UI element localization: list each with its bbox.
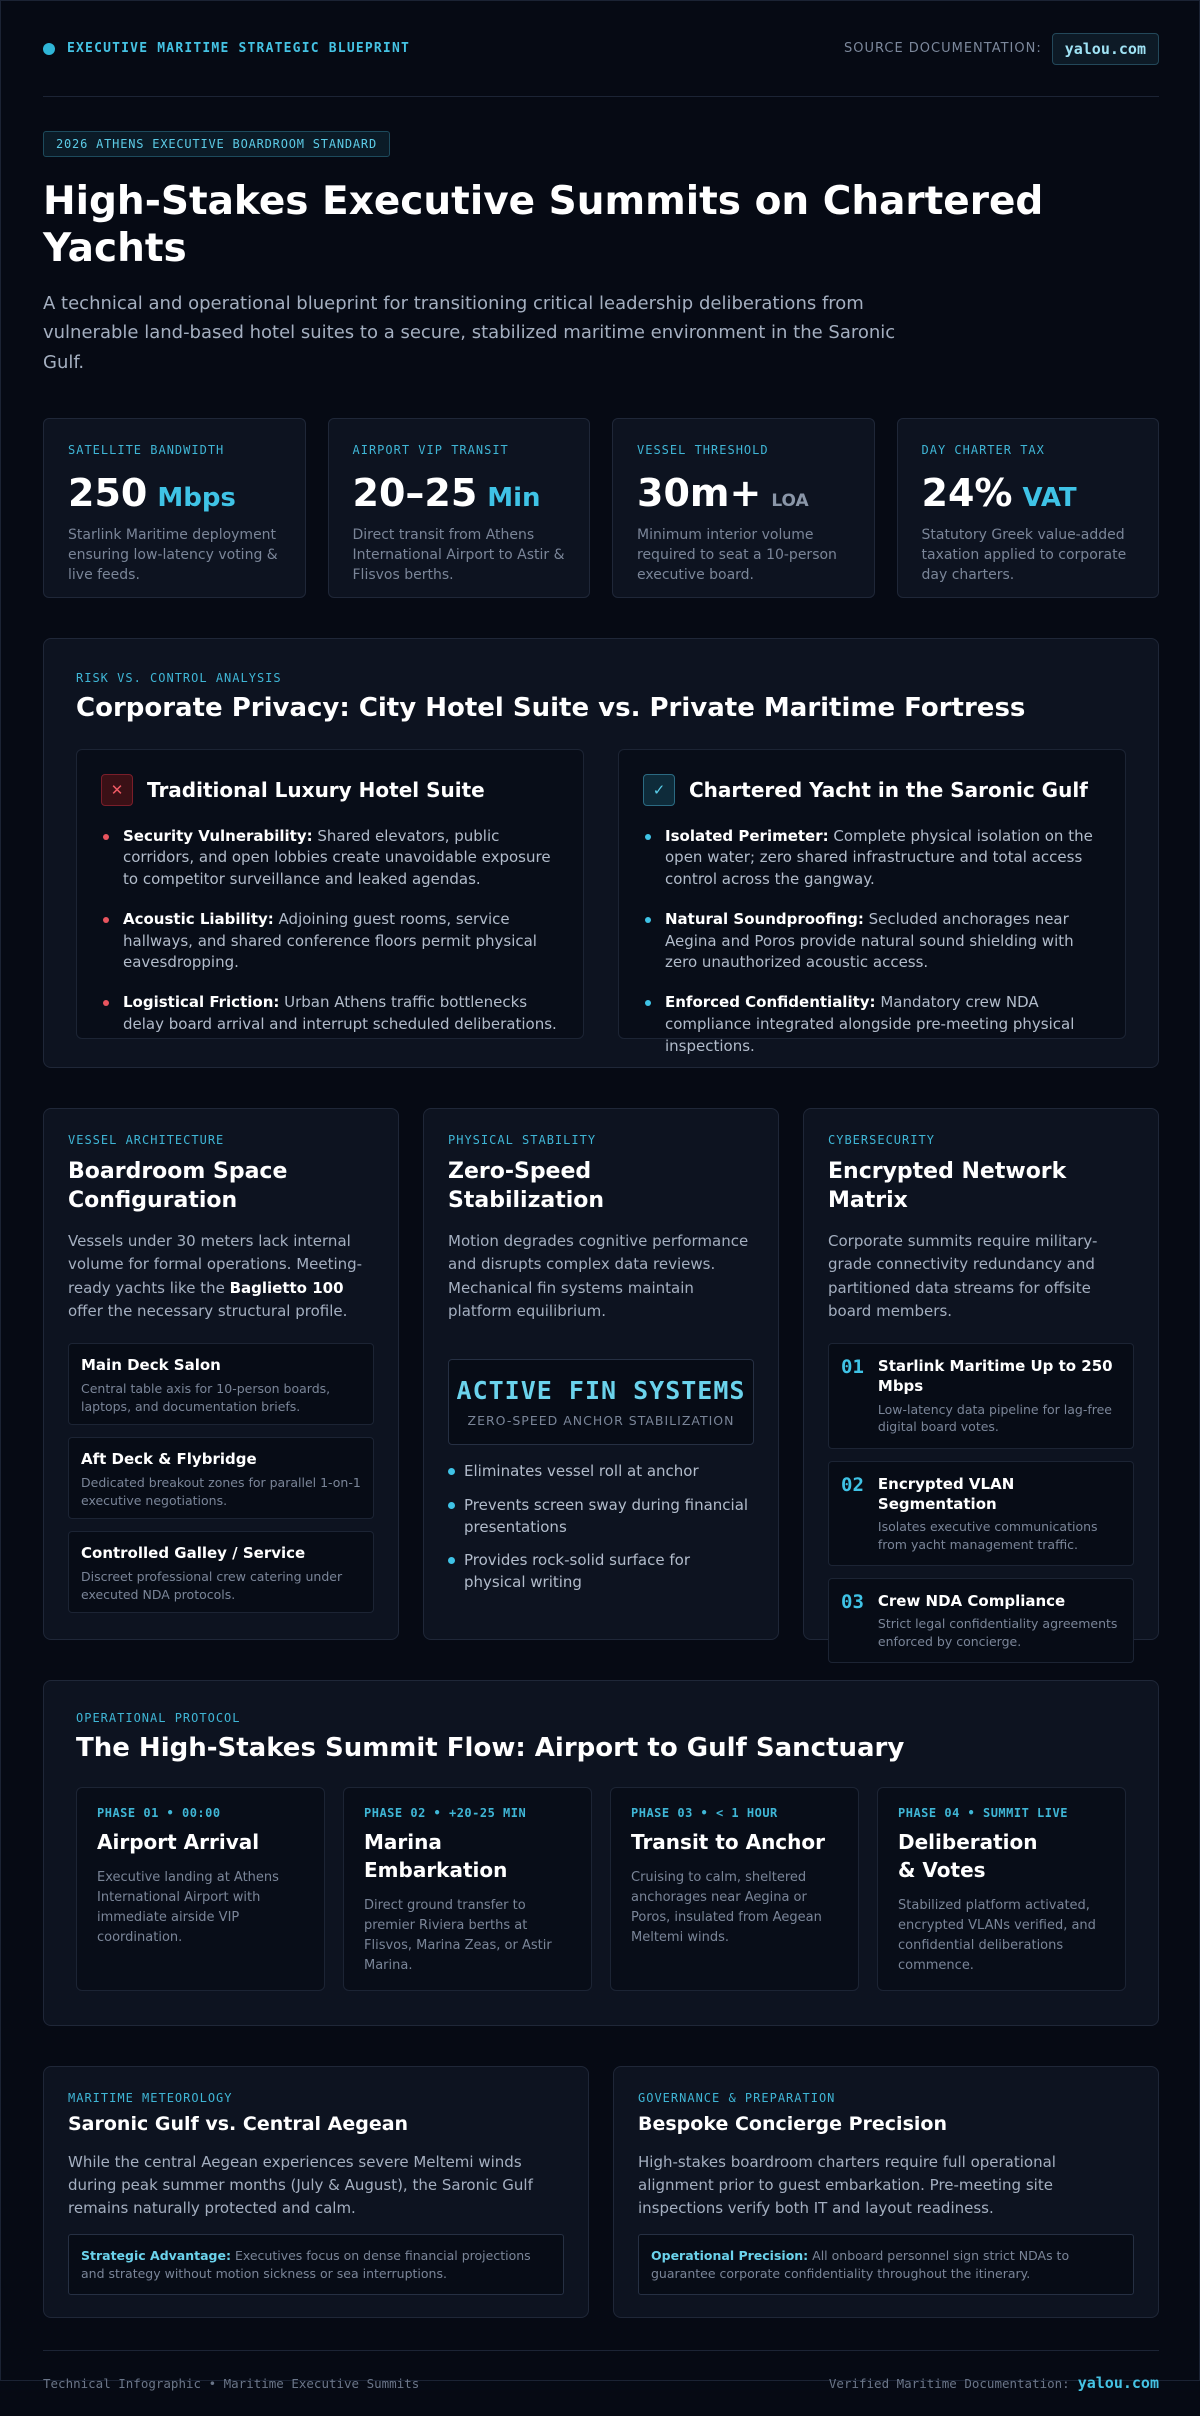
- bullet-icon: [103, 834, 109, 840]
- stat-value-row: [353, 471, 566, 515]
- meteorology-card: [43, 2066, 589, 2318]
- section-title: Encrypted Network Matrix: [828, 1158, 1067, 1214]
- section-title: Bespoke Concierge Precision: [638, 2112, 947, 2135]
- footer-caption: Technical Infographic • Maritime Executive Summits: [43, 2375, 420, 2391]
- phase-title: Transit to Anchor: [631, 1829, 826, 1854]
- fin-main-label: ACTIVE FIN SYSTEMS: [456, 1376, 746, 1406]
- item-text: Mandatory crew NDA compliance integrated alongside pre-meeting physical inspections.: [665, 993, 1075, 1055]
- check-icon: ✓: [643, 774, 675, 806]
- item-text: Urban Athens traffic bottlenecks delay board arrival and interrupt scheduled deliberations.: [123, 993, 557, 1033]
- space-description: Central table axis for 10-person boards, laptops, and documentation briefs.: [81, 1381, 331, 1414]
- item-text: Prevents screen sway during financial presentations: [464, 1495, 749, 1536]
- space-item: [68, 1343, 374, 1425]
- section-eyebrow: VESSEL ARCHITECTURE: [68, 1132, 225, 1147]
- risk-list: [101, 826, 559, 1036]
- stat-unit: Mbps: [157, 482, 236, 513]
- stat-value: 24%: [921, 470, 1013, 515]
- phase-description: Executive landing at Athens International Airport with immediate airside VIP coordination.: [97, 1869, 279, 1946]
- network-item-body: [878, 1474, 1121, 1554]
- item-text: Secluded anchorages near Aegina and Poros provide natural sound shielding with zero unauthorized acoustic access.: [665, 909, 1074, 972]
- footer-link[interactable]: yalou.com: [1077, 2374, 1159, 2393]
- stat-description: Direct transit from Athens International Airport to Astir & Flisvos berths.: [352, 526, 565, 584]
- source-documentation: [844, 33, 1159, 65]
- bullet-icon: [448, 1502, 455, 1509]
- card-header: [101, 774, 559, 806]
- item-text: Adjoining guest rooms, service hallways, and shared conference floors permit physical eavesdropping.: [123, 909, 537, 972]
- section-title: Zero-Speed Stabilization: [448, 1158, 605, 1214]
- top-bar: [43, 1, 1159, 97]
- list-item: [643, 826, 1101, 891]
- item-lead: Isolated Perimeter:: [665, 826, 829, 845]
- section-title: Boardroom Space Configuration: [68, 1158, 288, 1214]
- section-title: Saronic Gulf vs. Central Aegean: [68, 2112, 409, 2135]
- section-eyebrow: RISK VS. CONTROL ANALYSIS: [76, 670, 282, 685]
- bullet-icon: [645, 1000, 651, 1006]
- space-title: Controlled Galley / Service: [81, 1544, 306, 1563]
- stat-unit: Min: [487, 482, 541, 513]
- item-title: Crew NDA Compliance: [877, 1592, 1066, 1611]
- item-text: Shared elevators, public corridors, and open lobbies create unavoidable exposure to competitor surveillance and leaked agendas.: [123, 826, 551, 889]
- stats-grid: [43, 418, 1159, 598]
- phase-tag: PHASE 04 • SUMMIT LIVE: [898, 1805, 1068, 1820]
- phase-tag: PHASE 02 • +20-25 MIN: [364, 1805, 527, 1820]
- note-text: Executives focus on dense financial projections and strategy without motion sickness or sea interruptions.: [81, 2248, 531, 2281]
- space-title: Aft Deck & Flybridge: [81, 1450, 257, 1469]
- phase-title: Deliberation & Votes: [898, 1829, 1038, 1882]
- stability-card: [423, 1108, 779, 1640]
- brand-text: EXECUTIVE MARITIME STRATEGIC BLUEPRINT: [67, 41, 411, 56]
- note-lead: Strategic Advantage:: [81, 2248, 231, 2264]
- phase-description: Stabilized platform activated, encrypted VLANs verified, and confidential deliberations commence.: [898, 1897, 1096, 1974]
- phase-card: [76, 1787, 325, 1991]
- section-description: Corporate summits require military-grade connectivity redundancy and partitioned data streams for offsite board members.: [828, 1232, 1098, 1320]
- item-lead: Enforced Confidentiality:: [665, 993, 876, 1012]
- item-lead: Acoustic Liability:: [123, 909, 274, 928]
- note-text: All onboard personnel sign strict NDAs to guarantee corporate confidentiality throughout the itinerary.: [651, 2248, 1070, 2281]
- stat-unit: LOA: [771, 490, 809, 511]
- footer: [43, 2350, 1159, 2416]
- stability-benefits-list: [448, 1461, 754, 1594]
- desc-text: offer the necessary structural profile.: [68, 1301, 348, 1320]
- network-item-body: [878, 1356, 1121, 1436]
- summit-flow-panel: [43, 1680, 1159, 2026]
- item-description: Low-latency data pipeline for lag-free digital board votes.: [877, 1401, 1112, 1435]
- section-title: The High-Stakes Summit Flow: Airport to Gulf Sanctuary: [76, 1732, 905, 1763]
- list-item: [448, 1550, 754, 1594]
- item-lead: Natural Soundproofing:: [665, 909, 864, 928]
- stat-value: 20–25: [352, 470, 478, 515]
- stat-description: Statutory Greek value-added taxation applied to corporate day charters.: [921, 526, 1127, 584]
- list-item: [101, 826, 559, 891]
- section-description: Motion degrades cognitive performance and disrupts complex data reviews. Mechanical fin systems maintain platform equilibrium.: [448, 1232, 749, 1320]
- footer-verification: [829, 2374, 1159, 2392]
- section-description: [68, 1230, 374, 1323]
- network-item: [828, 1578, 1134, 1663]
- footer-label: Verified Maritime Documentation:: [828, 2376, 1070, 2392]
- item-description: Isolates executive communications from yacht management traffic.: [877, 1519, 1098, 1552]
- bullet-icon: [103, 917, 109, 923]
- item-text: Provides rock-solid surface for physical writing: [464, 1551, 690, 1592]
- section-description: While the central Aegean experiences severe Meltemi winds during peak summer months (July & August), the Saronic Gulf remains naturally protected and calm.: [68, 2152, 533, 2218]
- network-item: [828, 1343, 1134, 1449]
- stat-label: AIRPORT VIP TRANSIT: [352, 442, 509, 457]
- list-item: [101, 909, 559, 974]
- fin-sub-label: ZERO-SPEED ANCHOR STABILIZATION: [467, 1413, 735, 1429]
- phase-grid: [76, 1787, 1126, 1991]
- item-text: Eliminates vessel roll at anchor: [464, 1462, 699, 1481]
- card-title: Chartered Yacht in the Saronic Gulf: [689, 777, 1088, 802]
- item-number: 03: [841, 1591, 864, 1614]
- brand: [43, 41, 410, 56]
- bullet-icon: [645, 834, 651, 840]
- item-title: Encrypted VLAN Segmentation: [877, 1474, 1015, 1513]
- fin-system-display: [448, 1359, 754, 1445]
- stat-value-row: [637, 471, 850, 515]
- stat-value-row: [922, 471, 1135, 515]
- phase-title: Marina Embarkation: [364, 1829, 508, 1882]
- page-subtitle: A technical and operational blueprint for transitioning critical leadership deliberations from vulnerable land-based hotel suites to a secure, stabilized maritime environment in the Saronic Gulf.: [43, 292, 896, 373]
- yacht-card: [618, 749, 1126, 1055]
- item-lead: Security Vulnerability:: [123, 826, 313, 845]
- stat-card-bandwidth: [43, 418, 306, 598]
- list-item: [448, 1495, 754, 1539]
- section-description: High-stakes boardroom charters require full operational alignment prior to guest embarkation. Pre-meeting site inspections verify both IT and layout readiness.: [638, 2152, 1056, 2218]
- phase-description: Cruising to calm, sheltered anchorages near Aegina or Poros, insulated from Aegean Meltemi winds.: [631, 1869, 822, 1946]
- card-header: [643, 774, 1101, 806]
- list-item: [643, 992, 1101, 1057]
- brand-dot-icon: [43, 43, 55, 55]
- advantage-note: [68, 2234, 564, 2295]
- standard-badge: 2026 ATHENS EXECUTIVE BOARDROOM STANDARD: [43, 131, 390, 157]
- section-eyebrow: CYBERSECURITY: [828, 1132, 935, 1147]
- network-card: [803, 1108, 1159, 1649]
- page-title: High-Stakes Executive Summits on Chartered Yachts: [43, 179, 1044, 271]
- list-item: [448, 1461, 754, 1483]
- bullet-icon: [448, 1468, 455, 1475]
- space-item: [68, 1437, 374, 1519]
- stat-card-tax: [897, 418, 1160, 598]
- stat-label: SATELLITE BANDWIDTH: [68, 442, 225, 457]
- space-description: Dedicated breakout zones for parallel 1-on-1 executive negotiations.: [81, 1475, 361, 1508]
- hotel-suite-card: [76, 749, 584, 1039]
- stat-value-row: [68, 471, 281, 515]
- stat-unit: VAT: [1022, 482, 1077, 513]
- space-item: [68, 1531, 374, 1613]
- network-item: [828, 1461, 1134, 1567]
- governance-card: [613, 2066, 1159, 2318]
- bullet-icon: [103, 1000, 109, 1006]
- stat-card-vessel: [612, 418, 875, 598]
- close-icon: ✕: [101, 774, 133, 806]
- comparison-columns: [76, 749, 1126, 1055]
- phase-description: Direct ground transfer to premier Riviera berths at Flisvos, Marina Zeas, or Astir Marina.: [364, 1897, 552, 1974]
- stat-label: DAY CHARTER TAX: [921, 442, 1045, 457]
- stat-description: Minimum interior volume required to seat a 10-person executive board.: [637, 526, 837, 584]
- control-list: [643, 826, 1101, 1058]
- desc-bold: Baglietto 100: [229, 1278, 344, 1297]
- phase-card: [610, 1787, 859, 1991]
- page-content: [43, 1, 1159, 2416]
- stat-label: VESSEL THRESHOLD: [637, 442, 769, 457]
- three-column-section: [43, 1108, 1159, 1649]
- phase-tag: PHASE 03 • < 1 HOUR: [631, 1805, 778, 1820]
- section-eyebrow: GOVERNANCE & PREPARATION: [638, 2090, 836, 2105]
- vessel-architecture-card: [43, 1108, 399, 1640]
- item-text: Complete physical isolation on the open water; zero shared infrastructure and total access control across the gangway.: [665, 826, 1093, 889]
- section-title: Corporate Privacy: City Hotel Suite vs. Private Maritime Fortress: [76, 692, 1026, 723]
- stat-value: 250: [68, 470, 148, 515]
- network-item-body: [878, 1591, 1121, 1650]
- phase-card: [877, 1787, 1126, 1991]
- source-label: SOURCE DOCUMENTATION:: [843, 41, 1042, 56]
- stat-card-transit: [328, 418, 591, 598]
- list-item: [101, 992, 559, 1036]
- note-lead: Operational Precision:: [651, 2248, 809, 2264]
- section-eyebrow: MARITIME METEOROLOGY: [68, 2090, 233, 2105]
- phase-tag: PHASE 01 • 00:00: [97, 1805, 221, 1820]
- desc-text: Vessels under 30 meters lack internal volume for formal operations. Meeting-ready yachts like the: [68, 1232, 363, 1297]
- bullet-icon: [448, 1557, 455, 1564]
- stat-description: Starlink Maritime deployment ensuring low-latency voting & live feeds.: [68, 526, 278, 584]
- stat-value: 30m+: [637, 470, 762, 515]
- phase-title: Airport Arrival: [97, 1829, 260, 1854]
- phase-card: [343, 1787, 592, 1991]
- item-title: Starlink Maritime Up to 250 Mbps: [877, 1357, 1113, 1396]
- item-description: Strict legal confidentiality agreements enforced by concierge.: [877, 1616, 1118, 1649]
- space-title: Main Deck Salon: [81, 1356, 221, 1375]
- item-number: 02: [841, 1473, 864, 1496]
- item-lead: Logistical Friction:: [123, 993, 280, 1012]
- section-eyebrow: PHYSICAL STABILITY: [448, 1132, 597, 1147]
- source-link[interactable]: yalou.com: [1052, 33, 1159, 65]
- card-title: Traditional Luxury Hotel Suite: [147, 777, 485, 802]
- precision-note: [638, 2234, 1134, 2295]
- list-item: [643, 909, 1101, 974]
- bullet-icon: [645, 917, 651, 923]
- section-eyebrow: OPERATIONAL PROTOCOL: [76, 1710, 241, 1725]
- item-number: 01: [841, 1356, 864, 1379]
- space-description: Discreet professional crew catering under executed NDA protocols.: [81, 1569, 343, 1602]
- privacy-comparison-panel: [43, 638, 1159, 1068]
- bottom-cards: [43, 2066, 1159, 2318]
